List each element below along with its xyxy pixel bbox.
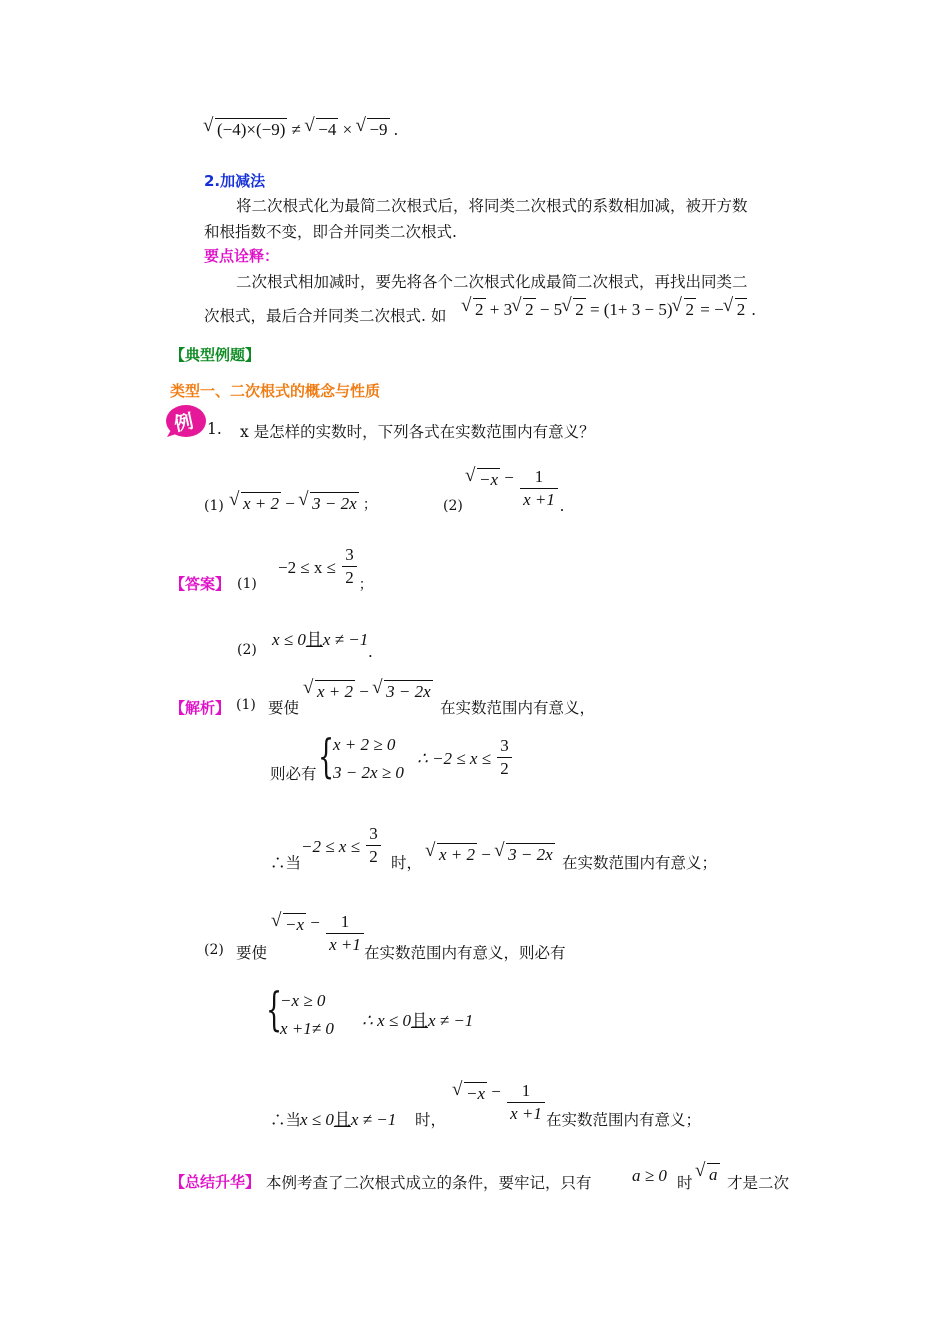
example1-number: 1. [207, 420, 222, 438]
conc1-when: ∴当 [270, 854, 302, 872]
part1-expr [230, 492, 377, 514]
conc2-cond [300, 1105, 396, 1130]
ineq: −2 ≤ x ≤ [278, 558, 336, 577]
frac-1-over-x-plus-1: $\frac{1}{x +1}$ [507, 1082, 545, 1123]
type1-title: 类型一、二次根式的概念与性质 [170, 382, 381, 400]
system2-brace: { [266, 982, 283, 1036]
ineq: −2 ≤ x ≤ [301, 837, 360, 856]
conc1-expr [301, 825, 383, 866]
frac-3-2: $\frac{3}{2}$ [497, 737, 512, 778]
sqrt-x-plus-2: √ x + 2 [304, 680, 355, 702]
addsub-line1: 将二次根式化为最简二次根式后，将同类二次根式的系数相加减，被开方数 [236, 197, 748, 215]
note-line2: 次根式，最后合并同类二次根式. 如 [204, 307, 447, 325]
and-word: 且 [410, 1011, 428, 1030]
part2-label: (2) [443, 498, 463, 514]
frac-3-2: $\frac{3}{2}$ [366, 825, 381, 866]
and-word: 且 [305, 630, 323, 649]
sqrt-2a: √ 2 [462, 298, 486, 320]
analysis-p1-label: (1) [236, 697, 256, 713]
example1-question: x 是怎样的实数时，下列各式在实数范围内有意义？ [240, 423, 595, 441]
addsub-line2: 和根指数不变，即合并同类二次根式. [204, 223, 457, 241]
system1-line-a: x + 2 ≥ 0 [333, 735, 396, 754]
semicolon: ； [358, 578, 373, 593]
part2-expr [466, 467, 565, 515]
formula-end: . [393, 120, 399, 139]
sqrt-2d: √ 2 [673, 298, 697, 320]
analysis-p1-text-a: 要使 [268, 699, 300, 717]
frac-3-2: $\frac{3}{2}$ [342, 546, 357, 587]
minus-sign: − [359, 682, 369, 701]
summary-sqrt-a [696, 1163, 720, 1185]
conc2-expr [453, 1082, 547, 1123]
analysis-p1-text-b: 在实数范围内有意义， [440, 699, 596, 717]
summary-text-a: 本例考查了二次根式成立的条件，要牢记，只有 [266, 1174, 592, 1192]
therefore1 [417, 737, 514, 778]
minus-sign: − [491, 1082, 501, 1101]
conc2-text: 在实数范围内有意义； [546, 1111, 702, 1129]
period: . [368, 642, 373, 661]
x-le-0: ∴ x ≤ 0 [362, 1011, 411, 1030]
period: . [559, 496, 565, 515]
conc1-radicals [426, 843, 555, 865]
summary-text-b: 才是二次 [727, 1174, 790, 1192]
sqrt-neg-x: √ −x [466, 468, 500, 490]
minus-term: − 5 [539, 300, 563, 319]
semicolon: ； [362, 498, 377, 513]
eq-term: = (1+ 3 − 5) [589, 300, 673, 319]
analysis-p2-expr [272, 913, 366, 954]
example-badge-icon [165, 404, 209, 442]
note-line1: 二次根式相加减时，要先将各个二次根式化成最简二次根式，再找出同类二 [236, 273, 748, 291]
summary-time: 时 [677, 1174, 693, 1192]
conc2-when: ∴当 [270, 1111, 302, 1129]
eq2-term: = − [700, 300, 724, 319]
sqrt-neg-x: √ −x [272, 913, 306, 935]
analysis-p2-label: (2) [204, 942, 224, 958]
answer-tag: 【答案】 [170, 575, 231, 593]
and-word: 且 [333, 1110, 351, 1129]
formula-end: . [751, 300, 756, 319]
sqrt-x-plus-2: √ x + 2 [426, 843, 477, 865]
minus-sign: − [310, 913, 320, 932]
plus-term: + 3 [489, 300, 513, 319]
x-ne-neg1: x ≠ −1 [350, 1110, 397, 1129]
analysis-p2-text-a: 要使 [236, 944, 268, 962]
sqrt-x-plus-2: √ x + 2 [230, 492, 281, 514]
section-typical: 【典型例题】 [170, 346, 261, 364]
answer-p2-label: (2) [237, 642, 257, 658]
minus-sign: − [504, 468, 514, 487]
sqrt-2c: √ 2 [562, 298, 586, 320]
sqrt-3-minus-2x: √ 3 − 2x [495, 843, 555, 865]
note-title: 要点诠释： [204, 247, 280, 265]
sqrt-neg-x: √ −x [453, 1082, 487, 1104]
system1-line-b: 3 − 2x ≥ 0 [333, 763, 404, 782]
sqrt-3-minus-2x: √ 3 − 2x [299, 492, 359, 514]
answer-p1-label: (1) [237, 576, 257, 592]
frac-1-over-x-plus-1: $\frac{1}{x +1}$ [520, 468, 558, 509]
system2-line-b: x +1≠ 0 [280, 1019, 334, 1038]
sqrt-neg4: √ −4 [305, 118, 338, 140]
sqrt-a: √ a [696, 1163, 720, 1185]
sqrt-2b: √ 2 [512, 298, 536, 320]
sqrt-product: √ (−4)×(−9) [204, 118, 287, 140]
must-have: 则必有 [270, 765, 317, 783]
sqrt-3-minus-2x: √ 3 − 2x [373, 680, 433, 702]
x-le-0: x ≤ 0 [300, 1110, 334, 1129]
answer-p1-expr [278, 545, 373, 593]
ineq: ∴ −2 ≤ x ≤ [417, 749, 491, 768]
analysis-p1-expr [304, 680, 433, 702]
summary-tag: 【总结升华】 [170, 1173, 261, 1191]
badge-label: 例 [172, 410, 196, 436]
system2-line-a: −x ≥ 0 [280, 991, 326, 1010]
minus-sign: − [481, 845, 491, 864]
system1-brace: { [318, 729, 335, 783]
conc1-text: 在实数范围内有意义； [562, 854, 718, 872]
conc2-time: 时， [415, 1111, 447, 1129]
times-sign: × [342, 120, 353, 139]
minus-sign: − [285, 494, 295, 513]
answer-p2-expr [272, 625, 373, 661]
x-ne-neg1: x ≠ −1 [322, 630, 369, 649]
summary-cond: a ≥ 0 [632, 1166, 667, 1185]
analysis-tag: 【解析】 [170, 699, 231, 717]
x-le-0: x ≤ 0 [272, 630, 306, 649]
neq-sign: ≠ [291, 120, 302, 139]
top-formula [204, 118, 398, 140]
sqrt-neg9: √ −9 [356, 118, 389, 140]
combine-formula [462, 298, 756, 320]
therefore2 [362, 1006, 473, 1031]
part1-label: (1) [204, 498, 224, 514]
analysis-p2-text-b: 在实数范围内有意义，则必有 [364, 944, 566, 962]
sqrt-2e: √ 2 [724, 298, 748, 320]
conc1-time: 时， [391, 854, 423, 872]
x-ne-neg1: x ≠ −1 [427, 1011, 474, 1030]
frac-1-over-x-plus-1: $\frac{1}{x +1}$ [326, 913, 364, 954]
addsub-heading: 2.加减法 [204, 172, 266, 190]
